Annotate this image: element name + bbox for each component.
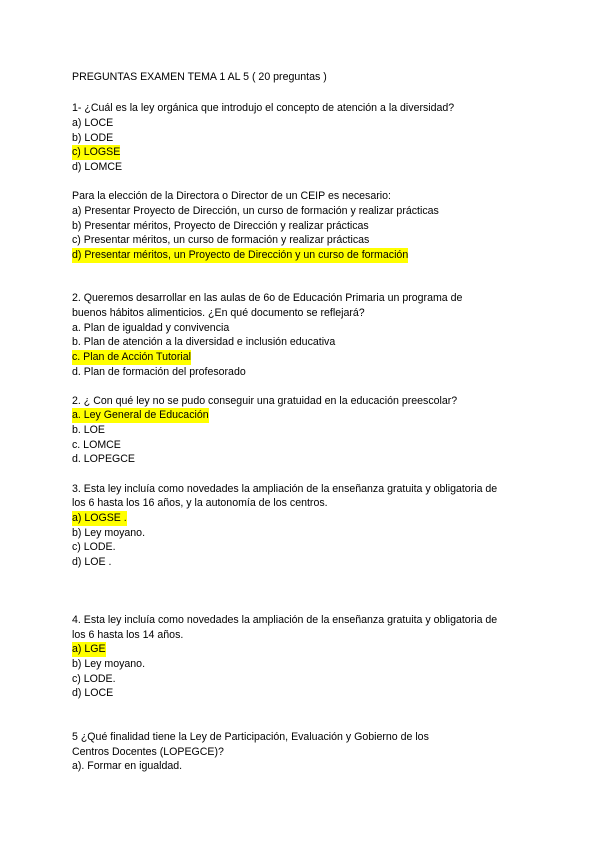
question-1-option-b: b) LODE xyxy=(72,132,114,144)
question-director-text: Para la elección de la Directora o Director de un CEIP es necesario: xyxy=(72,190,391,202)
question-4-option-a-answer: a) LGE xyxy=(72,643,106,655)
question-director-option-d-answer: d) Presentar méritos, un Proyecto de Dirección y un curso de formación xyxy=(72,249,409,261)
question-5-text-line-1: 5 ¿Qué finalidad tiene la Ley de Participación, Evaluación y Gobierno de los xyxy=(72,731,429,743)
question-3-text-line-2: los 6 hasta los 16 años, y la autonomía de los centros. xyxy=(72,497,328,509)
question-2-text-line-1: 2. Queremos desarrollar en las aulas de 6o de Educación Primaria un programa de xyxy=(72,292,463,304)
question-2-option-c-answer: c. Plan de Acción Tutorial xyxy=(72,351,191,363)
question-3-option-d: d) LOE . xyxy=(72,556,112,568)
question-2b-option-c: c. LOMCE xyxy=(72,439,121,451)
question-2b-option-b: b. LOE xyxy=(72,424,105,436)
question-2-option-d: d. Plan de formación del profesorado xyxy=(72,366,246,378)
question-2-option-a: a. Plan de igualdad y convivencia xyxy=(72,322,230,334)
question-3-text-line-1: 3. Esta ley incluía como novedades la ampliación de la enseñanza gratuita y obligatoria de xyxy=(72,483,498,495)
question-2-option-b: b. Plan de atención a la diversidad e inclusión educativa xyxy=(72,336,336,348)
question-3-option-c: c) LODE. xyxy=(72,541,116,553)
question-5-option-a: a). Formar en igualdad. xyxy=(72,760,183,772)
question-3-option-a-answer: a) LOGSE . xyxy=(72,512,127,524)
question-2b-option-a-answer: a. Ley General de Educación xyxy=(72,409,209,421)
question-4-option-c: c) LODE. xyxy=(72,673,116,685)
question-2b-option-d: d. LOPEGCE xyxy=(72,453,135,465)
question-1-text: 1- ¿Cuál es la ley orgánica que introdujo el concepto de atención a la diversidad? xyxy=(72,102,455,114)
question-1-option-a: a) LOCE xyxy=(72,117,114,129)
question-director-option-a: a) Presentar Proyecto de Dirección, un curso de formación y realizar prácticas xyxy=(72,205,439,217)
question-1-option-d: d) LOMCE xyxy=(72,161,123,173)
question-1-option-c-answer: c) LOGSE xyxy=(72,146,121,158)
question-3-option-b: b) Ley moyano. xyxy=(72,527,146,539)
question-director-option-c: c) Presentar méritos, un curso de formación y realizar prácticas xyxy=(72,234,370,246)
question-4-option-d: d) LOCE xyxy=(72,687,114,699)
document-title: PREGUNTAS EXAMEN TEMA 1 AL 5 ( 20 preguntas ) xyxy=(72,71,327,83)
question-4-option-b: b) Ley moyano. xyxy=(72,658,146,670)
question-4-text-line-1: 4. Esta ley incluía como novedades la ampliación de la enseñanza gratuita y obligatoria de xyxy=(72,614,498,626)
question-2b-text: 2. ¿ Con qué ley no se pudo conseguir una gratuidad en la educación preescolar? xyxy=(72,395,458,407)
question-4-text-line-2: los 6 hasta los 14 años. xyxy=(72,629,184,641)
question-2-text-line-2: buenos hábitos alimenticios. ¿En qué documento se reflejará? xyxy=(72,307,365,319)
question-5-text-line-2: Centros Docentes (LOPEGCE)? xyxy=(72,746,224,758)
question-director-option-b: b) Presentar méritos, Proyecto de Dirección y realizar prácticas xyxy=(72,220,369,232)
